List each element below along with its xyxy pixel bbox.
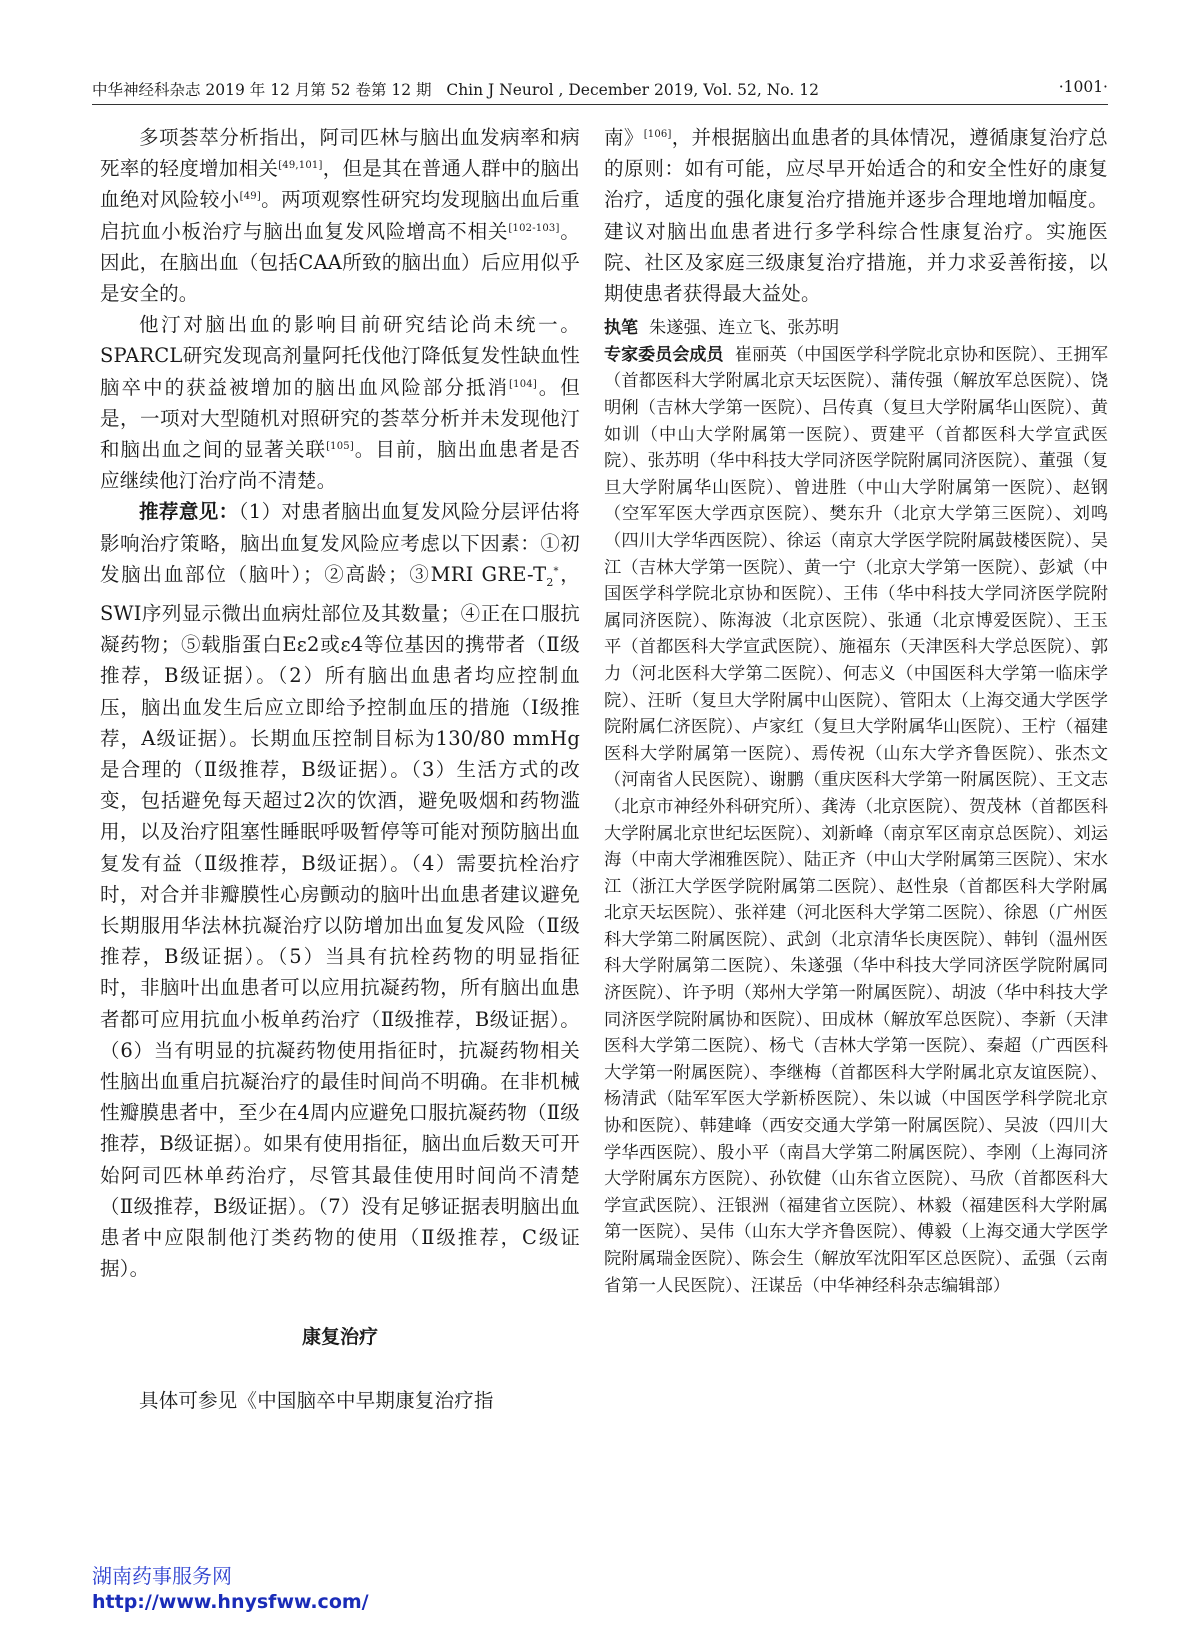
- committee-label: 专家委员会成员: [604, 344, 724, 365]
- citation: [105]: [326, 441, 354, 453]
- page-number: ·1001·: [1058, 78, 1108, 96]
- paragraph-statin: 他汀对脑出血的影响目前研究结论尚未统一。SPARCL研究发现高剂量阿托伐他汀降低复发性缺血性脑卒中的获益被增加的脑出血风险部分抵消[104]。但是，一项对大型随机对照研究的荟萃分析并未发现他汀和脑出血之间的显著关联[105]。目前，脑出血患者是否应继续他汀治疗尚不清楚。: [100, 313, 581, 493]
- running-header: [92, 78, 1108, 104]
- watermark-url-link[interactable]: http://www.hnysfww.com/: [92, 1591, 369, 1613]
- citation: [102-103]: [508, 222, 560, 234]
- journal-en: Chin J Neurol , December 2019, Vol. 52, No. 12: [446, 81, 819, 99]
- citation: [106]: [643, 129, 672, 140]
- left-column: [100, 122, 580, 1417]
- authors-label: 执笔: [604, 318, 638, 339]
- superscript: *: [553, 565, 559, 577]
- subscript: 2: [546, 575, 554, 589]
- citation: [49]: [239, 191, 261, 203]
- authors: 朱遂强、连立飞、张苏明: [649, 318, 840, 339]
- authors-line: [604, 315, 1108, 342]
- citation: [49,101]: [278, 160, 323, 172]
- committee-members: 崔丽英（中国医学科学院北京协和医院）、王拥军（首都医科大学附属北京天坛医院）、蒲传强（解放军总医院）、饶明俐（吉林大学第一医院）、吕传真（复旦大学附属华山医院）、黄如训（中山大学附属第一医院）、贾建平（首都医科大学宣武医院）、张苏明（华中科技大学同济医学院附属同济医院）、董强（复旦大学附属华山医院）、曾进胜（中山大学附属第一医院）、赵钢（空军军医大学西京医院）、樊东升（北京大学第三医院）、刘鸣（四川大学华西医院）、徐运（南京大学医学院附属鼓楼医院）、吴江（吉林大学第一医院）、黄一宁（北京大学第一医院）、彭斌（中国医学科学院北京协和医院）、王伟（华中科技大学同济医学院附属同济医院）、陈海波（北京医院）、张通（北京博爱医院）、王玉平（首都医科大学宣武医院）、施福东（天津医科大学总医院）、郭力（河北医科大学第二医院）、何志义（中国医科大学第一临床学院）、汪昕（复旦大学附属中山医院）、管阳太（上海交通大学医学院附属仁济医院）、卢家红（复旦大学附属华山医院）、王柠（福建医科大学附属第一医院）、焉传祝（山东大学齐鲁医院）、张杰文（河南省人民医院）、谢鹏（重庆医科大学第一附属医院）、王文志（北京市神经外科研究所）、龚涛（北京医院）、贺茂林（首都医科大学附属北京世纪坛医院）、刘新峰（南京军区南京总医院）、刘运海（中南大学湘雅医院）、陆正齐（中山大学附属第三医院）、宋水江（浙江大学医学院附属第二医院）、赵性泉（首都医科大学附属北京天坛医院）、张祥建（河北医科大学第二医院）、徐恩（广州医科大学第二附属医院）、武剑（北京清华长庚医院）、韩钊（温州医科大学附属第二医院）、朱遂强（华中科技大学同济医学院附属同济医院）、许予明（郑州大学第一附属医院）、胡波（华中科技大学同济医学院附属协和医院）、田成林（解放军总医院）、李新（天津医科大学第二医院）、杨弋（吉林大学第一医院）、秦超（广西医科大学第一附属医院）、李继梅（首都医科大学附属北京友谊医院）、杨清武（陆军军医大学新桥医院）、朱以诚（中国医学科学院北京协和医院）、韩建峰（西安交通大学第一附属医院）、吴波（四川大学华西医院）、殷小平（南昌大学第二附属医院）、李刚（上海同济大学附属东方医院）、孙钦健（山东省立医院）、马欣（首都医科大学宣武医院）、汪银洲（福建省立医院）、林毅（福建医科大学附属第一医院）、吴伟（山东大学齐鲁医院）、傅毅（上海交通大学医学院附属瑞金医院）、陈会生（解放军沈阳军区总医院）、孟强（云南省第一人民医院）、汪谋岳（中华神经科杂志编辑部）: [604, 344, 1108, 1296]
- watermark-site-name: 湖南药事服务网: [92, 1564, 232, 1588]
- recommendation-label: 推荐意见：: [139, 500, 239, 524]
- paragraph-aspirin: 多项荟萃分析指出，阿司匹林与脑出血发病率和病死率的轻度增加相关[49,101]，但是其在普通人群中的脑出血绝对风险较小[49]。两项观察性研究均发现脑出血后重启抗血小板治疗与脑出血复发风险增高不相关[102-103]。因此，在脑出血（包括CAA所致的脑出血）后应用似乎是安全的。: [100, 126, 580, 306]
- citation: [104]: [509, 378, 537, 390]
- right-column: [604, 122, 1108, 1299]
- site-watermark: [92, 1560, 369, 1613]
- header-rule: [92, 104, 1108, 105]
- section-title: 康复治疗: [301, 1326, 378, 1349]
- paragraph-rehab-cont: 南》[106]，并根据脑出血患者的具体情况，遵循康复治疗总的原则：如有可能，应尽早开始适合的和安全性好的康复治疗，适度的强化康复治疗措施并逐步合理地增加幅度。建议对脑出血患者进行多学科综合性康复治疗。实施医院、社区及家庭三级康复治疗措施，并力求妥善衔接，以期使患者获得最大益处。: [604, 126, 1109, 306]
- paragraph-rehab-start: 具体可参见《中国脑卒中早期康复治疗指: [139, 1389, 494, 1413]
- journal-info: [92, 78, 819, 100]
- paragraph-recommendation: 推荐意见：（1）对患者脑出血复发风险分层评估将影响治疗策略，脑出血复发风险应考虑以下因素：①初发脑出血部位（脑叶）；②高龄；③MRI GRE-$T_2^*$，SWI序列显示微出血病灶部位及其数量；④正在口服抗凝药物；⑤载脂蛋白Eε2或ε4等位基因的携带者（Ⅱ级推荐，B级证据）。（2）所有脑出血患者均应控制血压，脑出血发生后应立即给予控制血压的措施（Ⅰ级推荐，A级证据）。长期血压控制目标为130/80 mmHg是合理的（Ⅱ级推荐，B级证据）。（3）生活方式的改变，包括避免每天超过2次的饮酒，避免吸烟和药物滥用，以及治疗阻塞性睡眠呼吸暂停等可能对预防脑出血复发有益（Ⅱ级推荐，B级证据）。（4）需要抗栓治疗时，对合并非瓣膜性心房颤动的脑叶出血患者建议避免长期服用华法林抗凝治疗以防增加出血复发风险（Ⅱ级推荐，B级证据）。（5）当具有抗栓药物的明显指征时，非脑叶出血患者可以应用抗凝药物，所有脑出血患者都可应用抗血小板单药治疗（Ⅱ级推荐，B级证据）。（6）当有明显的抗凝药物使用指征时，抗凝药物相关性脑出血重启抗凝治疗的最佳时间尚不明确。在非机械性瓣膜患者中，至少在4周内应避免口服抗凝药物（Ⅱ级推荐，B级证据）。如果有使用指征，脑出血后数天可开始阿司匹林单药治疗，尽管其最佳使用时间尚不清楚（Ⅱ级推荐，B级证据）。（7）没有足够证据表明脑出血患者中应限制他汀类药物的使用（Ⅱ级推荐，C级证据）。: [100, 500, 580, 1281]
- committee-list: [604, 342, 1108, 1299]
- journal-cn: 中华神经科杂志 2019 年 12 月第 52 卷第 12 期: [92, 81, 432, 99]
